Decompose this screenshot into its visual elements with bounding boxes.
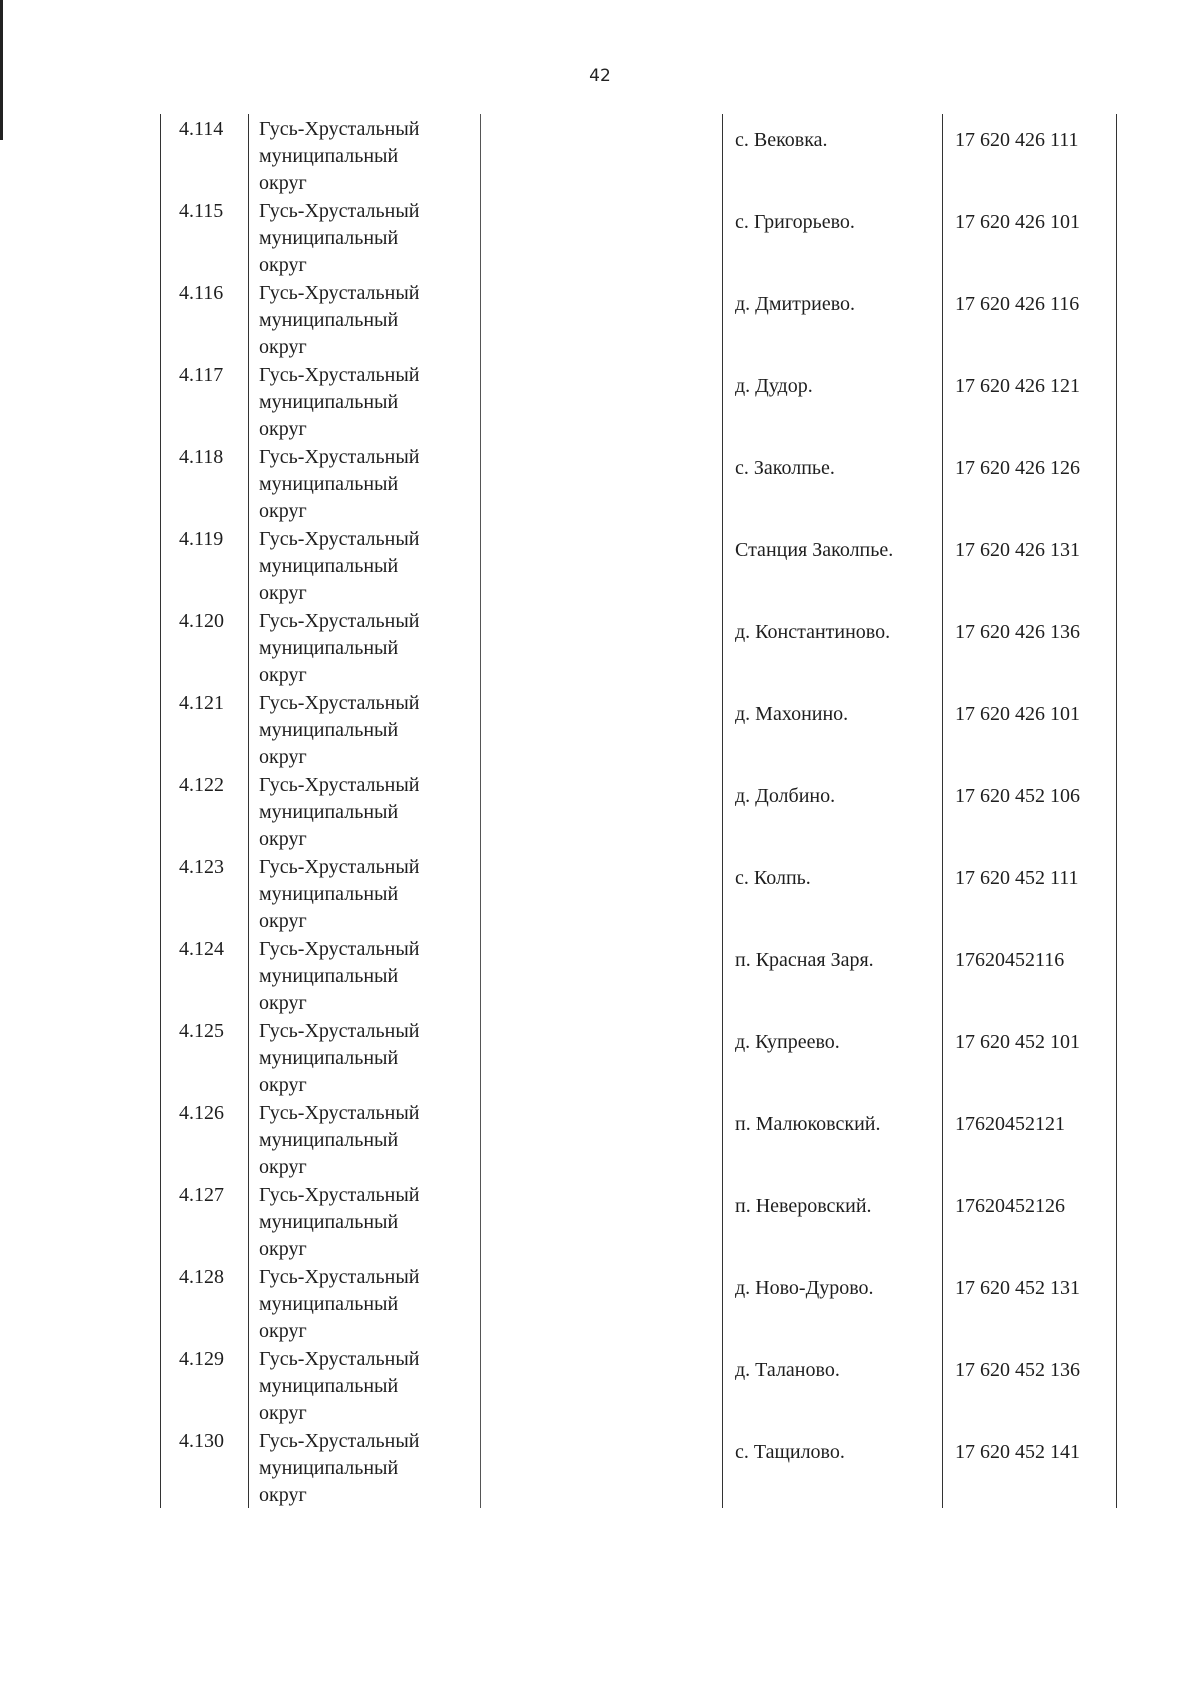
district-cell — [248, 114, 480, 196]
district-cell — [248, 1180, 480, 1262]
empty-cell — [480, 1098, 722, 1180]
oktmo-code-cell: 17 620 426 136 — [942, 606, 1117, 688]
row-number-cell: 4.123 — [160, 852, 248, 934]
empty-cell — [480, 688, 722, 770]
oktmo-code-cell: 17620452116 — [942, 934, 1117, 1016]
settlement-cell: с. Григорьево. — [722, 196, 942, 278]
district-cell — [248, 1344, 480, 1426]
oktmo-code-cell: 17 620 426 101 — [942, 196, 1117, 278]
district-cell — [248, 852, 480, 934]
table-row — [160, 196, 1117, 278]
district-cell — [248, 606, 480, 688]
settlement-cell: д. Константиново. — [722, 606, 942, 688]
settlement-cell: д. Купреево. — [722, 1016, 942, 1098]
district-cell — [248, 1262, 480, 1344]
empty-cell — [480, 524, 722, 606]
settlement-cell: д. Дмитриево. — [722, 278, 942, 360]
table-row — [160, 114, 1117, 196]
settlement-cell: Станция Заколпье. — [722, 524, 942, 606]
empty-cell — [480, 360, 722, 442]
empty-cell — [480, 1426, 722, 1508]
district-cell — [248, 278, 480, 360]
row-number-cell: 4.129 — [160, 1344, 248, 1426]
row-number-cell: 4.122 — [160, 770, 248, 852]
empty-cell — [480, 114, 722, 196]
empty-cell — [480, 278, 722, 360]
district-name: Гусь-Хрустальный муниципальный округ — [259, 938, 420, 1014]
oktmo-code-cell: 17620452121 — [942, 1098, 1117, 1180]
district-name: Гусь-Хрустальный муниципальный округ — [259, 200, 420, 276]
empty-cell — [480, 770, 722, 852]
table-row — [160, 278, 1117, 360]
district-name: Гусь-Хрустальный муниципальный округ — [259, 364, 420, 440]
district-name: Гусь-Хрустальный муниципальный округ — [259, 118, 420, 194]
row-number-cell: 4.130 — [160, 1426, 248, 1508]
district-name: Гусь-Хрустальный муниципальный округ — [259, 1348, 420, 1424]
oktmo-code-cell: 17 620 426 111 — [942, 114, 1117, 196]
table-row — [160, 1344, 1117, 1426]
table-row — [160, 934, 1117, 1016]
oktmo-code-cell: 17 620 426 116 — [942, 278, 1117, 360]
settlement-cell: д. Таланово. — [722, 1344, 942, 1426]
row-number-cell: 4.116 — [160, 278, 248, 360]
district-name: Гусь-Хрустальный муниципальный округ — [259, 1020, 420, 1096]
settlement-cell: д. Дудор. — [722, 360, 942, 442]
row-number-cell: 4.124 — [160, 934, 248, 1016]
settlement-cell: с. Вековка. — [722, 114, 942, 196]
row-number-cell: 4.121 — [160, 688, 248, 770]
district-cell — [248, 442, 480, 524]
district-name: Гусь-Хрустальный муниципальный округ — [259, 774, 420, 850]
settlement-cell: д. Долбино. — [722, 770, 942, 852]
district-cell — [248, 524, 480, 606]
empty-cell — [480, 196, 722, 278]
district-name: Гусь-Хрустальный муниципальный округ — [259, 1430, 420, 1506]
district-name: Гусь-Хрустальный муниципальный округ — [259, 1184, 420, 1260]
table-row — [160, 770, 1117, 852]
district-cell — [248, 770, 480, 852]
oktmo-code-cell: 17620452126 — [942, 1180, 1117, 1262]
table-row — [160, 1262, 1117, 1344]
settlement-cell: д. Ново-Дурово. — [722, 1262, 942, 1344]
oktmo-code-cell: 17 620 452 136 — [942, 1344, 1117, 1426]
row-number-cell: 4.119 — [160, 524, 248, 606]
row-number-cell: 4.118 — [160, 442, 248, 524]
empty-cell — [480, 1180, 722, 1262]
table-row — [160, 606, 1117, 688]
oktmo-code-cell: 17 620 452 101 — [942, 1016, 1117, 1098]
row-number-cell: 4.128 — [160, 1262, 248, 1344]
district-cell — [248, 196, 480, 278]
district-cell — [248, 1098, 480, 1180]
oktmo-code-cell: 17 620 452 141 — [942, 1426, 1117, 1508]
oktmo-code-cell: 17 620 426 121 — [942, 360, 1117, 442]
row-number-cell: 4.114 — [160, 114, 248, 196]
empty-cell — [480, 852, 722, 934]
table-row — [160, 852, 1117, 934]
district-name: Гусь-Хрустальный муниципальный округ — [259, 1266, 420, 1342]
district-cell — [248, 360, 480, 442]
settlement-cell: п. Неверовский. — [722, 1180, 942, 1262]
district-name: Гусь-Хрустальный муниципальный округ — [259, 1102, 420, 1178]
table-row — [160, 1180, 1117, 1262]
settlement-cell: с. Заколпье. — [722, 442, 942, 524]
district-name: Гусь-Хрустальный муниципальный округ — [259, 692, 420, 768]
district-name: Гусь-Хрустальный муниципальный округ — [259, 446, 420, 522]
oktmo-code-cell: 17 620 426 126 — [942, 442, 1117, 524]
row-number-cell: 4.127 — [160, 1180, 248, 1262]
district-name: Гусь-Хрустальный муниципальный округ — [259, 610, 420, 686]
district-cell — [248, 688, 480, 770]
row-number-cell: 4.125 — [160, 1016, 248, 1098]
settlement-cell: с. Колпь. — [722, 852, 942, 934]
settlement-cell: д. Махонино. — [722, 688, 942, 770]
district-cell — [248, 1016, 480, 1098]
oktmo-code-cell: 17 620 452 111 — [942, 852, 1117, 934]
district-name: Гусь-Хрустальный муниципальный округ — [259, 528, 420, 604]
empty-cell — [480, 442, 722, 524]
row-number-cell: 4.117 — [160, 360, 248, 442]
oktmo-code-cell: 17 620 426 101 — [942, 688, 1117, 770]
row-number-cell: 4.120 — [160, 606, 248, 688]
district-name: Гусь-Хрустальный муниципальный округ — [259, 282, 420, 358]
empty-cell — [480, 606, 722, 688]
empty-cell — [480, 1262, 722, 1344]
empty-cell — [480, 934, 722, 1016]
settlements-table — [160, 114, 1117, 1508]
district-cell — [248, 1426, 480, 1508]
table-row — [160, 1016, 1117, 1098]
row-number-cell: 4.115 — [160, 196, 248, 278]
table-row — [160, 524, 1117, 606]
row-number-cell: 4.126 — [160, 1098, 248, 1180]
table-row — [160, 1426, 1117, 1508]
district-name: Гусь-Хрустальный муниципальный округ — [259, 856, 420, 932]
oktmo-code-cell: 17 620 452 106 — [942, 770, 1117, 852]
table-row — [160, 688, 1117, 770]
page-number: 42 — [589, 66, 611, 86]
table-row — [160, 442, 1117, 524]
settlement-cell: п. Красная Заря. — [722, 934, 942, 1016]
settlement-cell: п. Малюковский. — [722, 1098, 942, 1180]
empty-cell — [480, 1344, 722, 1426]
table-row — [160, 360, 1117, 442]
oktmo-code-cell: 17 620 426 131 — [942, 524, 1117, 606]
settlement-cell: с. Тащилово. — [722, 1426, 942, 1508]
empty-cell — [480, 1016, 722, 1098]
oktmo-code-cell: 17 620 452 131 — [942, 1262, 1117, 1344]
district-cell — [248, 934, 480, 1016]
table-row — [160, 1098, 1117, 1180]
